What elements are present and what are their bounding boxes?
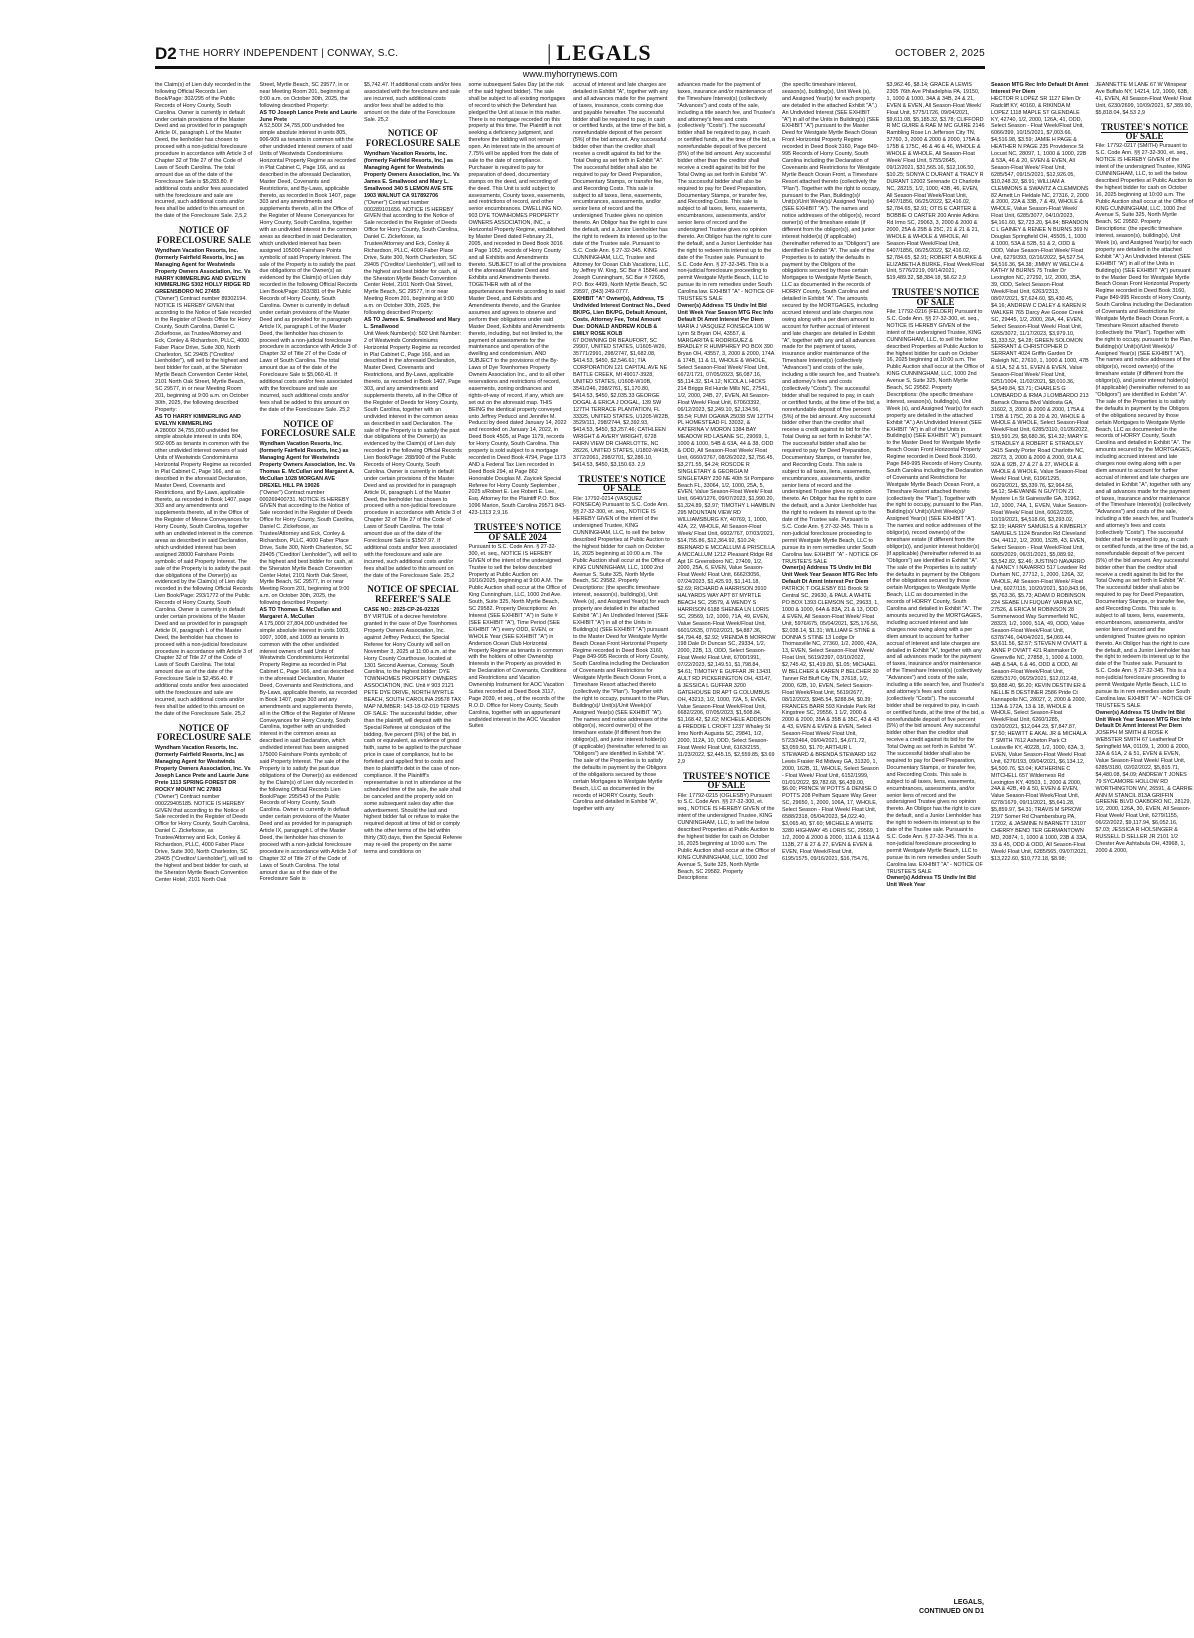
notice-parties: AS TO HARRY KIMMERLING AND EVELYN KIMMERLING — [155, 413, 241, 427]
paper-name: THE HORRY INDEPENDENT | CONWAY, S.C. — [179, 48, 399, 59]
column-6 — [678, 82, 776, 1597]
notice-body-text: File: 17792-0214 (VASQUEZ FONSECA) Pursuant to S.C. Code Ann. §§ 27-32-300, et. seq., NOTICE IS HEREBY GIVEN of the intent of the undersigned Trustee, KING CUNNINGHAM, LLC, to sell the below described Properties at Public Auction to the highest bidder for cash on October 16, 2025 beginning at 10:00 a.m. The Public Auction shall occur at the Office of KING CUNNINGHAM, LLC, 1000 2nd Avenue S, Suite 325, North Myrtle Beach, SC 29582. Property Descriptions: (the specific timeshare interest, season(s), building(s), Unit Week (s), and Assigned Year(s) for each property are detailed in the attached Exhibit "A".) An Undivided Interest (SEE EXHIBIT "A") in all of the Units in Building(s) (SEE EXHIBIT "A") pursuant to the Master Deed for Westgate Myrtle Beach Ocean Front Horizontal Property Regime recorded in Deed Book 3160, Page 849-995 Records of Horry County, South Carolina including the Declaration of Covenants and Restrictions for Westgate Myrtle Beach Ocean Front, a Timeshare Resort attached thereto (collectively the "Plan"). Together with the right to occupy, pursuant to the Plan, Building(s)/ Unit(s)/Unit Week(s)/ Assigned Year(s) (SEE EXHIBIT "A"). The names and notice addresses of the obligor(s), record owner(s) of the timeshare estate (if different from the obligor(s)), and junior interest holder(s) (if applicable) (hereinafter referred to as "Obligors") are identified in Exhibit "A". The sale of the Properties is to satisfy the defaults in payment by the Obligors of the obligations secured by those certain Mortgages to Westgate Myrtle Beach, LLC as documented in the records of HORRY County, South Carolina and detailed in Exhibit "A", together with any — [573, 495, 671, 813]
notice-body-text: accrual of interest and late charges are detailed in Exhibit "A", together with any and all advances made for the payment of taxes, insurance, costs coming due and payable hereafter. The successful bidder shall be required to pay, in cash or certified funds, at the time of the bid, a nonrefundable deposit of five percent (5%) of the bid amount. Any successful bidder other than the creditor shall receive a credit against its bid for the Total Owing as set forth in Exhibit "A". The successful bidder shall also be required to pay for Deed Preparation, Documentary Stamps, or transfer fee, and Recording Costs. This sale is subject to all taxes, liens, easements, encumbrances, assessments, and/or senior liens of record and the undersigned Trustee gives no opinion thereto. An Obligor has the right to cure the default, and a Junior Lienholder has the right to redeem its interest up to the date of the Trustee sale. Pursuant to S.C. Code Ann. § 27-32-345. KING CUNNINGHAM, LLC, Trustee and Attorney for Ocean Club Vacations, LLC, by Jeffrey W. King, SC Bar # 15846 and Joseph Cunningham, SC Bar # 72605, P.O. Box 4499, North Myrtle Beach, SC 29597, (843) 249-0777. — [573, 82, 671, 296]
notice-body-text: (the specific timeshare interest, season(s), building(s), Unit Week (s), and Assigned Year(s) for each property are detailed in the attached Exhibit "A".) An Undivided Interest (SEE EXHIBIT "A") in all of the Units in Building(s) (SEE EXHIBIT "A") pursuant to the Master Deed for Westgate Myrtle Beach Ocean Front Horizontal Property Regime recorded in Deed Book 3160, Page 849-995 Records of Horry County, South Carolina including the Declaration of Covenants and Restrictions for Westgate Myrtle Beach Ocean Front, a Timeshare Resort attached thereto (collectively the "Plan"). Together with the right to occupy, pursuant to the Plan, Building(s)/ Unit(s)/Unit Week(s)/ Assigned Year(s) (SEE EXHIBIT "A"). The names and notice addresses of the obligor(s), record owner(s) of the timeshare estate (if different from the obligor(s)), and junior interest holder(s) (if applicable) (hereinafter referred to as "Obligors") are identified in Exhibit "A". The sale of the Properties is to satisfy the defaults in payment by the Obligors of the obligations secured by those certain Mortgages to Westgate Myrtle Beach, LLC as documented in the records of HORRY County, South Carolina and detailed in Exhibit "A". The amounts secured by the MORTGAGES, including accrued interest and late charges now owing along with a per diem amount to account for further accrual of interest and late charges are detailed in Exhibit "A", together with any and all advances made for the payment of taxes, insurance and/or maintenance of the Timeshare Interest(s) (collectively "Advances") and costs of the sale, including a title search fee, and Trustee's and attorney's fees and costs (collectively "Costs"). The successful bidder shall be required to pay, in cash or certified funds, at the time of the bid, a nonrefundable deposit of five percent (5%) of the bid amount. Any successful bidder other than the creditor shall receive a credit against its bid for the Total Owing as set forth in Exhibit "A". The successful bidder shall also be required to pay for Deed Preparation, Documentary Stamps, or transfer fee, and Recording Costs. This sale is subject to all taxes, liens, easements, encumbrances, assessments, and/or senior liens of record and the undersigned Trustee gives no opinion thereto. An Obligor has the right to cure the default, and a Junior Lienholder has the right to redeem its interest up to the date of the Trustee sale. Pursuant to S.C. Code Ann. § 27-32-345. This is a non-judicial foreclosure proceeding to permit Westgate Myrtle Beach, LLC to pursue its in rem remedies under South Carolina law. EXHIBIT "A" - NOTICE OF TRUSTEE'S SALE — [782, 82, 881, 565]
notice-body-text: ("Owner") Contract number 000269400731. NOTICE IS HEREBY GIVEN that according to the Notice of Sale recorded in the Register of Deeds Office for Horry County, South Carolina, Daniel C. Zickefoose, as Trustee/Attorney and Eck, Conley & Richardson, PLLC, 4000 Faber Place Drive, Suite 300, North Charleston, SC 29405 ("Creditor/ Lienholder"), will sell to the highest and best bidder for cash, at the Sheraton Myrtle Beach Convention Center Hotel, 2101 North Oak Street, Myrtle Beach, SC 29577, in or near Meeting Room 201, beginning at 9:00 a.m. on October 30th, 2025, the following described Property: — [259, 489, 357, 607]
notice-parties: AS TO James E. Smallwood and Mary L. Smallwood — [364, 317, 461, 330]
notice-parties: Owner(s) Address TS Undiv Int Bld Unit Week Year Season MTG Rec Info Default Dt Amnt Interest Per Diem — [1095, 709, 1192, 730]
section-title — [547, 40, 652, 66]
column-10 — [1096, 82, 1194, 1597]
footer-continued: CONTINUED ON D1 — [919, 1608, 984, 1615]
notice-parties: Wyndham Vacation Resorts, Inc. (formerly Fairfield Resorts, Inc.) as Managing Agent for Westwinds Property Owners Association, Inc. Vs HARRY KIMMERLING AND EVELYN KIMMERLING 5302 HOLLY RIDGE RD GREENSBORO NC 27455 — [155, 247, 251, 296]
notice-body-text: PATRICK T OGLESBY 811 Brook St Central SC, 29630, & PAUL A WHITE PO BOX 1393 CLEMSON SC, 29633, 1, 1000 & 1000, 64A & 83A, 21 & 13, ODD & EVEN, All Season-Float Week/ Float Unit, 5976/675, 05/04/2021, $25,176.56, $2,038.14, $1.31; WILLIAM E STINE & DONNA S STINE 13 Lodge Dr Thomasville NC, 27360, 1/2, 2000, 42A, 13, EVEN, Select Season-Float Week/ Float Unit, 5619/2397, 03/10/2022, $2,745.42, $1,419.80, $1.05; MICHAEL W BELCHER & KAREN P BELCHER 30 Tanner Rd Bluff City TN, 37618, 1/2, 2000, 62B, 10, EVEN, Select Season-Float Week/Float Unit, 5619/2677, 08/12/2023, $945.54, $288.84, $0.39; FRANCES BARR 593 Kindale Park Rd Kingstree SC, 29556, 1 1/2, 2000 & 2000 & 2000, 35A & 35B & 35C, 43 & 43 & 43, EVEN & EVEN & EVEN, Select Season-Float Week/ Float Unit, 5723/2464, 09/04/2021, $4,671.72, $3,059.50, $1.70; ARTHUR L STEWARD & BRENDA STEWARD 162 Lewis Frasier Rd Midway GA, 31320, 1, 2000, 162B, 11, WHOLE, Select Season - Float Week/ Float Unit, 6152/1999, 01/01/2022, $9,782.68, $6,439.00, $6.00; PRINCE W POTTS & DENISE D POTTS 208 Pelham Square Way Greer SC, 29650, 1, 2000, 106A, 17, WHOLE, Select Season - Float Week/ Float Unit, 6588/2318, 05/04/2023, $4,022.40, $3,065.40, $7.60; MICHELE A WHITE 3280 HIGHWAY 45 LORIS SC, 29569, 1 1/2, 2000 & 2000 & 2000, 111A & 113A & 113B, 27 & 27 & 27, EVEN & EVEN & EVEN, Float Week/Float Unit, 6195/1575, 09/16/2021, $16,754.76, — [782, 586, 880, 862]
notice-parties: Wyndham Vacation Resorts, Inc. (formerly Fairfield Resorts, Inc.) as Managing Agent for Westwinds Property Owners Association, Inc. Vs James E. Smallwood and Mary L. Smallwood 340 S LEMON AVE STE 1903 WALNUT CA 917892706 — [364, 151, 460, 199]
continued-footer — [870, 1598, 984, 1616]
notice-body-text: advances made for the payment of taxes, insurance and/or maintenance of the Timeshare Interest(s) (collectively "Advances") and costs of the sale, including a title search fee, and Trustee's and attorney's fees and costs (collectively "Costs"). The successful bidder shall be required to pay, in cash or certified funds, at the time of the bid, a nonrefundable deposit of five percent (5%) of the bid amount. Any successful bidder other than the creditor shall receive a credit against its bid for the Total Owing as set forth in Exhibit "A". The successful bidder shall also be required to pay for Deed Preparation, Documentary Stamps, or transfer fee, and Recording Costs. This sale is subject to all taxes, liens, easements, encumbrances, assessments, and/or senior liens of record and the undersigned Trustee gives no opinion thereto. An Obligor has the right to cure the default, and a Junior Lienholder has the right to redeem its interest up to the date of the Trustee sale. Pursuant to S.C. Code Ann. § 27-32-345. This is a non-judicial foreclosure proceeding to permit Westgate Myrtle Beach, LLC to pursue its in rem remedies under South Carolina law. EXHIBIT "A" - NOTICE OF TRUSTEE'S SALE — [677, 82, 776, 303]
trustee-notice-heading-text: TRUSTEE'S NOTICE OF SALE — [578, 473, 666, 494]
page-number: D2 — [155, 44, 177, 63]
notice-body-text: JEANNETTE M LANE 67 W Winspear Ave Buffalo NY, 14214, 1/2, 1000, 63B, 41, EVEN, All Season-Float Week/ Float Unit, 6230/2699, 10/09/2021, $7,389.90, $5,818.04, $4.53 2,9 — [1095, 82, 1193, 116]
trustee-notice-heading — [678, 772, 776, 791]
trustee-notice-heading-text: TRUSTEE'S NOTICE OF SALE 2024 — [473, 522, 562, 542]
trustee-notice-heading-text: TRUSTEE'S NOTICE OF SALE — [1100, 121, 1189, 141]
trustee-notice-heading — [1096, 123, 1194, 142]
notice-body-text: ("Owner") Contract number 000289101656. NOTICE IS HEREBY GIVEN that according to the Notice of Sale recorded in the Register of Deeds Office for Horry County, South Carolina, Daniel C. Zickefoose, as Trustee/Attorney and Eck, Conley & Richardson, PLLC, 4000 Faber Place Drive, Suite 300, North Charleston, SC 29405 ("Creditor/ Lienholder"), will sell to the highest and best bidder for cash, at the Sheraton Myrtle Beach Convention Center Hotel, 2101 North Oak Street, Myrtle Beach, SC 29577, in or near Meeting Room 201, beginning at 9:00 a.m. on October 30th, 2025, the following described Property: — [364, 199, 462, 317]
website-url[interactable]: www.myhorrynews.com — [522, 69, 618, 79]
column-4 — [469, 82, 567, 1597]
notice-parties: Wyndham Vacation Resorts, Inc. (formerly Fairfield Resorts, Inc.) as Managing Agent for Westwinds Property Owners Association, Inc. Vs Joseph Lance Prete and Laurie June Prete 1113 SPRING FOREST DR ROCKY MOUNT NC 27803 — [155, 745, 251, 793]
trustee-notice-heading — [887, 288, 985, 307]
notice-body-text: ("Owner") Contract number 000229405185. NOTICE IS HEREBY GIVEN that according to the Notice of Sale recorded in the Register of Deeds Office for Horry County, South Carolina, Daniel C. Zickefoose, as Trustee/Attorney and Eck, Conley & Richardson, PLLC, 4000 Faber Place Drive, Suite 300, North Charleston, SC 29405 ("Creditor/ Lienholder"), will sell to the highest and best bidder for cash, at the Sheraton Myrtle Beach Convention Center Hotel, 2101 North Oak — [155, 793, 253, 883]
notice-body-text: File: 17792-0216 (FELDER) Pursuant to S.C. Code Ann. §§ 27-32-300, et. seq., NOTICE IS HEREBY GIVEN of the intent of the undersigned Trustee, KING CUNNINGHAM, LLC, to sell the below described Properties at Public Auction to the highest bidder for cash on October 16, 2025 beginning at 10:00 a.m. The Public Auction shall occur at the Office of KING CUNNINGHAM, LLC, 1000 2nd Avenue S, Suite 325, North Myrtle Beach, SC 29582. Property Descriptions: (the specific timeshare interest, season(s), building(s), Unit Week (s), and Assigned Year(s) for each property are detailed in the attached Exhibit "A".) An Undivided Interest (SEE EXHIBIT "A") in all of the Units in Building(s) (SEE EXHIBIT "A") pursuant to the Master Deed for Westgate Myrtle Beach Ocean Front Horizontal Property Regime recorded in Deed Book 3160, Page 849-995 Records of Horry County, South Carolina including the Declaration of Covenants and Restrictions for Westgate Myrtle Beach Ocean Front, a Timeshare Resort attached thereto (collectively the "Plan"). Together with the right to occupy, pursuant to the Plan, Building(s)/ Unit(s)/Unit Week(s)/ Assigned Year(s) (SEE EXHIBIT "A"). The names and notice addresses of the obligor(s), record owner(s) of the timeshare estate (if different from the obligor(s)), and junior interest holder(s) (if applicable) (hereinafter referred to as "Obligors") are identified in Exhibit "A". The sale of the Properties is to satisfy the defaults in payment by the Obligors of the obligations secured by those certain Mortgages to Westgate Myrtle Beach, LLC as documented in the records of HORRY County, South Carolina and detailed in Exhibit "A". The amounts secured by the MORTGAGES, including accrued interest and late charges now owing along with a per diem amount to account for further accrual of interest and late charges are detailed in Exhibit "A", together with any and all advances made for the payment of taxes, insurance and/or maintenance of the Timeshare Interest(s) (collectively "Advances") and costs of the sale, including a title search fee, and Trustee's and attorney's fees and costs (collectively "Costs"). The successful bidder shall be required to pay, in cash or certified funds, at the time of the bid, a nonrefundable deposit of five percent (5%) of the bid amount. Any successful bidder other than the creditor shall receive a credit against its bid for the Total Owing as set forth in Exhibit "A". The successful bidder shall also be required to pay for Deed Preparation, Documentary Stamps, or transfer fee, and Recording Costs. This sale is subject to all taxes, liens, easements, encumbrances, assessments, and/or senior liens of record and the undersigned Trustee gives no opinion thereto. An Obligor has the right to cure the default, and a Junior Lienholder has the right to redeem its interest up to the date of the Trustee sale. Pursuant to S.C. Code Ann. § 27-32-345. This is a non-judicial foreclosure proceeding to permit Westgate Myrtle Beach, LLC to pursue its in rem remedies under South Carolina law. EXHIBIT "A" - NOTICE OF TRUSTEE'S SALE — [886, 309, 985, 875]
notice-body-text: 67 DOWNING DR BEAUFORT, SC 29907, UNITED STATES, U1605-W26, 35771/2991, 298/2747, $1,682.08, $414.53, $450, $2,546.61; TIA CORPORATION 121 CAPITAL AVE NE BATTLE CREEK, MI 49017-3928, UNITED STATES, U1608-W10B, 3541/246, 298/2761, $1,170.80, $414.53, $450, $2,035.33 GEORGE DOGAL & ERICA J DOGAL, 139 SW 127TH TERRACE PLANTATION, FL 33325, UNITED STATES, U1205-W22B, 3529/111, 298/2744, $2,392.93, $414.53, $450, $3,257.46; CATHLEEN WRIGHT & AVERY WRIGHT, 6728 FAIRN VIEW DR CHARLOTTE, NC 28226, UNITED STATES, U1802-W41B, 3772/2061, 298/2701, $2,286.10, $414.53, $450, $3,150.63. 2,9 — [573, 337, 670, 468]
trustee-notice-heading — [469, 523, 567, 542]
column-1 — [155, 82, 253, 1597]
issue-date: OCTOBER 2, 2025 — [895, 48, 985, 59]
column-8 — [887, 82, 985, 1597]
notice-body-text: MARIA J VASQUEZ FONSECA 106 W Lynn St Bryan OH, 43557, & MARGARITA E RODRIGUEZ & BRADLEY R HUMPHREY PO BOX 390 Bryan OH, 43557, 3, 2000 & 2000, 174A & 174B, 11 & 11, WHOLE & WHOLE, Select Season-Float Week/ Float Unit, 6672/1721, 07/05/2023, $6,087.16, $5,114.32, $14.12; NICOLA L HICKS 214 Briggs Rd Hurde Mills NC, 27541, 1/2, 2000, 24B, 27, EVEN, All Season-Float Week/ Float Unit, 6706/3392, 06/12/2023, $2,249.10, $2,134.56, $5.54; FUMI OGAWA 25038 SW 127TH PL HOMESTEAD FL 33032, & KATERINA V MORON 1384 BAY MEADOW RD LASANE SC, 29069, 1, 1000 & 1000, 54B & 63A, 44 & 38, ODD & ODD, All Season-Float Week/ Float Unit, 6660/2767, 08/26/2022, $2,756.45, $3,271.55, $4.24; ROSCOE R SINGLETARY & GEORGIA M SINGLETARY 230 NE 40th St Pompano Beach FL, 33064, 1/2, 1000, 25A, 5, EVEN, Value Season-Float Week/ Float Unit, 6640/1276, 09/07/2023, $1,990.20, $1,324.89, $3.97; TIMOTHY L HAMBLIN 295 MOUNTAIN VIEW RD WILLIAMSBURG KY, 40769, 1, 1000, 42A, 22, WHOLE, All Season-Float Week/ Float Unit, 6602/767, 07/03/2021, $14,755.86, $12,364.92, $10.24; BERNARD E MCCALLUM & PRISCILLA A MCCALLUM 1212 Pleasant Ridge Rd Apt 1F Greensboro NC, 27409, 1/2, 2000, 25A, 6, EVEN, Value Season-Float Week/ Float Unit, 6662/3056, 07/24/2023, $1,425.93, $1,141.18, $2.69; RICHARD A HARRISON 3910 HALYARDS WAY APT 87 MYRTLE BEACH SC, 29579, & WENDY S HARRISON 6188 SHENEA LN LORIS SC, 29569, 1/2, 1000, 71A, 49, EVEN, Value Season-Float Week/Float Unit, 6601/2635, 07/02/2021, $4,887.36, $4,794.48, $2.92; VRENDA B MORROW 198 Dale Dr Duncan SC, 29334, 1/2, 2000, 22B, 13, ODD, Select Season-Float Week/ Float Unit, 6700/1991, 07/22/2023, $2,149.51, $1,798.84, $4.61; TIMOTHY E GUFFAR JR 13431 AULT RD PICKERINGTON OH, 43147, & JESSICA L GUFFAR 3200 GATEHOUSE DR APT G COLUMBUS OH, 43213, 1/2, 1000, 72A, 5, EVEN, Value Season-Float Week/Float Unit, 6682/2206, 07/05/2023, $1,508.84, $1,168.42, $2.62; MICHELE ADDISON & FREDDIE L CROFT 1237 Whaley St Irmo North Augusta SC, 29841, 1/2, 2000, 112A, 10, ODD, Select Season-Float Week/ Float Unit, 6163/2155, 11/23/2022, $2,445.15, $2,559.85, $3.69 2,9 — [677, 323, 776, 765]
column-5 — [573, 82, 671, 1597]
notice-body-text: $3,962.46, $8.14; GRACE A LEWIS 2305 76th Ave Philadelphia PA, 19150, 1, 1000 & 1000, 34A & 34B, 24 & 21, EVEN & EVEN, All Season-Float Week/ Float Unit, 5775/1726, 09/04/2021, $9,611.08, $5,185.32, $3.78; CLIFFORD R MC GUIRE & RAE M MC GUIRE 2146 Rambling Rose Ln Jefferson City TN, 37760, 3, 2000 & 2000 & 2000, 175A & 175B & 175C, 46 & 46 & 46, WHOLE & WHOLE & WHOLE, All Season-Float Week/ Float Unit, 5755/2645, 09/12/2021, $31,565.16, $12,106.50, $10.25; SONYA C DURANT & TRACY R DURANT 12002 Serenade Ct Charlotte NC, 28215, 1/2, 1000, 43B, 46, EVEN, All Season-Float Week/Float Unit, 6407/1856, 06/25/2022, $2,416.02, $2,784.65, $2.91; OTIS E CARTER & BOBBIE O CARTER 200 Annie Adkins Rd Irmo SC, 29063, 3, 2000 & 2000 & 2000, 25A & 25B & 25C, 21 & 21 & 21, WHOLE & WHOLE & WHOLE, All Season-Float Week/Float Unit, 6407/1856, 06/25/2022, $2,416.02, $2,784.65, $2.91; ROBERT A BURKE & ELIZABETH A BURKE, Float Week/Float Unit, 5776/2219, 09/14/2021, $19,489.32, $8,384.18, $6.62 2,9 — [886, 82, 985, 282]
notice-body-text: A 52,500/ 34,755,000 undivided fee simple absolute interest in units 805, 906-909 as tenants in common with the other undivided interest owners of said Units of Westwinds Condominiums Horizontal Property Regime as recorded in Plat Cabinet C, Page 166, and as described in the aforesaid Declaration, Master Deed, Covenants and Restrictions, and By-Laws, applicable thereto, as recorded in Book 1407, page 303 and any amendments and supplements thereto, all in the Office of the Register of Mesne Conveyances for Horry County, South Carolina, together with an undivided interest in the common areas as described in said Declaration, which undivided interest has been assigned 105000 Fairshare Points symbolic of said Property Interest. The sale of the Property is to satisfy the past due obligations of the Owner(s) as evidenced by the Claim(s) of Lien duly recorded in the following Official Records Lien Book/Page: 263/381 of the Public Records of Horry County, South Carolina. Owner is currently in default under certain provisions of the Master Deed and as provided for in paragraph Article IX, paragraph L of the Master Deed, the lienholder has chosen to proceed with a non-judicial foreclosure procedure in accordance with Article 3 of Chapter 32 of Title 27 of the Code of Laws of South Carolina. The total amount due as of the date of the Foreclosure Sale is $5,060.41. If additional costs and/or fees associated with the foreclosure and sale are incurred, such additional costs and/or fees shall be added to this amount on the date of the Foreclosure Sale. 25,2 — [259, 123, 358, 413]
column-3 — [364, 82, 462, 1597]
notice-parties: EXHIBIT "A" Owner(s), Address, TS Undivided Interest Contract No., Deed BK/PG, Lien BK/PG, Default Amount, Costs, Attorney Fee, Total Amount Due: DONALD ANDREW KOLB & EMILY ROSE KOLB — [573, 296, 671, 337]
trustee-notice-heading-text: TRUSTEE'S NOTICE OF SALE — [682, 770, 771, 791]
section-label: LEGALS — [556, 40, 652, 65]
notice-parties: Owner(s) Address TS Undiv Int Bld Unit Week Year Season MTG Rec Info Default Dt Amnt Interest Per Diem — [677, 303, 774, 323]
notice-parties: Owner(s) Address TS Undiv Int Bld Unit Week Year — [886, 875, 976, 889]
notice-body-text: the Claim(s) of Lien duly recorded in the following Official Records Lien Book/Page: 302/295 of the Public Records of Horry County, South Carolina. Owner is currently in default under certain provisions of the Master Deed and as provided for in paragraph Article IX, paragraph L of the Master Deed, the lienholder has chosen to proceed with a non-judicial foreclosure procedure in accordance with Article 3 of Chapter 32 of Title 27 of the Code of Laws of South Carolina. The total amount due as of the date of the Foreclosure Sale is $5,283.80. If additional costs and/or fees associated with the foreclosure and sale are incurred, such additional costs and/or fees shall be added to this amount on the date of the Foreclosure Sale. 2,5,2 — [155, 82, 253, 220]
notice-parties: Wyndham Vacation Resorts, Inc. (formerly Fairfield Resorts, Inc.) as Managing Agent for Westwinds Property Owners Association, Inc. Vs Thomas E. McCullan and Margaret A. McCullan 1028 MORGAN AVE DREXEL HILL PA 19026 — [259, 441, 356, 489]
notice-body-text: BY VIRTUE of a decree heretofore granted in the case of Dye Townhomes Property Owners Association, Inc. against Jeffrey Peducci, the Special Referee for Horry County will sell on November 3, 2025 at 11:00 a.m. at the Horry County Courthouse, located at 1301 Second Avenue, Conway, South Carolina, to the highest bidder: DYE TOWNHOMES PROPERTY OWNERS ASSOCIATION, INC. Unit # 903 2121 PETE DYE DRIVE, NORTH MYRTLE BEACH, SOUTH CAROLINA 29578 TAX MAP NUMBER: 143-18-02-019 TERMS OF SALE: The successful bidder, other than the plaintiff, will deposit with the Special Referee at conclusion of the bidding, five percent (5%) of the bid, in cash or equivalent, as evidence of good faith, same to be applied to the purchase price in case of compliance, but to be forfeited and applied first to costs and then to plaintiff's debt in the case of non-compliance. If the Plaintiff's representative is not in attendance at the scheduled time of the sale, the sale shall be canceled and the property sold on some subsequent sales day after due advertisement. Should the last and highest bidder fail or refuse to make the required deposit at time of bid or comply with the other terms of the bid within thirty (30) days, then the Special Referee may re-sell the property on the same terms and conditions on — [364, 614, 462, 855]
notice-body-text: A 28000/ 34,755,000 undivided fee simple absolute interest in units 804, 902-905 as tenants in common with the other undivided interest owners of said Units of Westwinds Condominiums Horizontal Property Regime as recorded in Plat Cabinet C, Page 166, and as described in the aforesaid Declaration, Master Deed, Covenants and Restrictions, and By-Laws, applicable thereto, as recorded in Book 1407, page 303 and any amendments and supplements thereto, all in the Office of the Register of Mesne Conveyances for Horry County, South Carolina, together with an undivided interest in the common areas as described in said Declaration, which undivided interest has been assigned 28000 Fairshare Points symbolic of said Property Interest. The sale of the Property is to satisfy the past due obligations of the Owner(s) as evidenced by the Claim(s) of Lien duly recorded in the following Official Records Lien Book/Page: 293/1772 of the Public Records of Horry County, South Carolina. Owner is currently in default under certain provisions of the Master Deed and as provided for in paragraph Article IX, paragraph L of the Master Deed, the lienholder has chosen to proceed with a non-judicial foreclosure procedure in accordance with Article 3 of Chapter 32 of Title 27 of the Code of Laws of South Carolina. The total amount due as of the date of the Foreclosure Sale is $2,456.40. If additional costs and/or fees associated with the foreclosure and sale are incurred, such additional costs and/or fees shall be added to this amount on the date of the Foreclosure Sale. 25,2 — [155, 427, 253, 717]
notice-heading: NOTICE OF FORECLOSURE SALE — [261, 418, 356, 438]
trustee-notice-heading-text: TRUSTEE'S NOTICE OF SALE — [891, 287, 980, 307]
notice-body-text: $5,742.47. If additional costs and/or fees associated with the foreclosure and sale are incurred, such additional costs and/or fees shall be added to this amount on the date of the Foreclosure Sale. 25,2 — [364, 82, 462, 123]
notice-body-text: some subsequent Sales Day (at the risk of the said highest bidder). The sale shall be subject to all existing mortgages of record to which the Defendant has pledged the Unit at issue in this matter. There is no mortgage recorded on this property at this time. The Plaintiff is not seeking a deficiency judgment, and therefore the bidding will not remain open. An interest rate in the amount of 7.75% will be applied from the date of sale to the date of compliance. Purchaser is required to pay for preparation of deed, documentary stamps on the deed, and recording of the deed. This Unit is sold subject to assessments, County taxes, easements, and restrictions of record, and other senior encumbrances. DWELLING NO. 903 DYE TOWNHOMES PROPERTY OWNERS ASSOCIATION, INC., a Horizontal Property Regime, established by Master Deed dated February 21, 2005, and recorded in Deed Book 3016 at Page 1052, records of Horry County and all Exhibits and Amendments thereto. SUBJECT to all of the provisions of the aforesaid Master Deed and Exhibits and Amendments thereto. TOGETHER with all of the appurtenances thereto according to said Master Deed, and Exhibits and Amendments thereto, and the Grantee assumes and agrees to observe and perform their obligations under said Master Deed, Exhibits and Amendments thereto, including, but not limited to, the payment of assessments for the maintenance and operation of the dwelling and condominium. AND SUBJECT to the provisions of the By-Laws of Dye Townhomes Property Owners Association Inc., and to all other reservations and restrictions of record, easements, zoning ordinances and rights-of-way of record, if any, which are set out on the aforesaid map. THIS BEING the identical property conveyed unto Jeffrey Peducci and Jennifer M. Peducci by deed dated January 14, 2022 and recorded on January 14, 2022, in Deed Book 4505, at Page 1179, records for Horry County, South Carolina. This property is sold subject to a mortgage recorded in Deed Book 4794, Page 1173 AND a Federal Tax Lien recorded in Deed Book 294, at Page 862 — [468, 82, 567, 475]
notice-parties: CASE NO.: 2025-CP-26-02326 — [364, 607, 440, 614]
notice-heading: NOTICE OF FORECLOSURE SALE — [156, 722, 252, 742]
notice-parties: AS TO Joseph Lance Prete and Laurie June Prete — [259, 109, 358, 123]
notice-body-text: Unit Week Number(s): 502 Unit Number: 2 of Westwinds Condominiums Horizontal Property Regime as recorded in Plat Cabinet C, Page 166, and as described in the aforesaid Declaration, Master Deed, Covenants and Restrictions, and By-Laws, applicable thereto, as recorded in Book 1407, Page 303, and any amendments and supplements thereto, all in the Office of the Register of Deeds for Horry County, South Carolina, together with an undivided interest in the common areas as described in said Declaration. The sale of the Property is to satisfy the past due obligations of the Owner(s) as evidenced by the Claim(s) of Lien duly recorded in the following Official Records Lien Book/Page: 288/900 of the Public Records of Horry County, South Carolina. Owner is currently in default under certain provisions of the Master Deed and as provided for in paragraph Article IX, paragraph L of the Master Deed, the lienholder has chosen to proceed with a non-judicial foreclosure procedure in accordance with Article 3 of Chapter 32 of Title 27 of the Code of Laws of South Carolina. The total amount due as of the date of the Foreclosure Sale is $1507.97. If additional costs and/or fees associated with the foreclosure and sale are incurred, such additional costs and/or fees shall be added to this amount on the date of the Foreclosure Sale. 25,2 — [364, 330, 462, 579]
column-2 — [260, 82, 358, 1597]
notice-parties: Season MTG Rec Info Default Dt Amnt Interest Per Diem — [991, 82, 1089, 95]
notice-body-text: ("Owner") Contract number 89302194. NOTICE IS HEREBY GIVEN that according to the Notice of Sale recorded in the Register of Deeds Office for Horry County, South Carolina, Daniel C. Zickefoose, as Trustee/Attorney and Eck, Conley & Richardson, PLLC, 4000 Faber Place Drive, Suite 300, North Charleston, SC 29405 ("Creditor/ Lienholder"), will sell to the highest and best bidder for cash, at the Sheraton Myrtle Beach Convention Center Hotel, 2101 North Oak Street, Myrtle Beach, SC 29577, in or near Meeting Room 201, beginning at 9:00 a.m. on October 30th, 2025, the following described Property: — [155, 296, 252, 413]
notice-body-text: A 175,000/ 27,804,000 undivided fee simple absolute interest in units 1003, 1007, 1008, and 1009 as tenants in common with the other undivided interest owners of said Units of Westwinds Condominiums Horizontal Property Regime as recorded in Plat Cabinet C, Page 166, and as described in the aforesaid Declaration, Master Deed, Covenants and Restrictions, and By-Laws, applicable thereto, as recorded in Book 1407, page 303 and any amendments and supplements thereto, all in the Office of the Register of Mesne Conveyances for Horry County, South Carolina, together with an undivided interest in the common areas as described in said Declaration, which undivided interest has been assigned 175000 Fairshare Points symbolic of said Property Interest. The sale of the Property is to satisfy the past due obligations of the Owner(s) as evidenced by the Claim(s) of Lien duly recorded in the following Official Records Lien Book/Page: 295/543 of the Public Records of Horry County, South Carolina. Owner is currently in default under certain provisions of the Master Deed and as provided for in paragraph Article IX, paragraph L of the Master Deed, the lienholder has chosen to proceed with a non-judicial foreclosure procedure in accordance with Article 3 of Chapter 32 of Title 27 of the Code of Laws of South Carolina. The total amount due as of the date of the Foreclosure Sale is — [259, 620, 358, 883]
column-9 — [991, 82, 1089, 1597]
footer-label: LEGALS, — [953, 1599, 984, 1606]
legal-notices-columns — [155, 82, 1194, 1597]
notice-heading: NOTICE OF FORECLOSURE SALE — [156, 225, 252, 245]
notice-parties: AS TO Thomas E. McCullan and Margaret A. McCullan — [259, 607, 342, 620]
notice-body-text: JOSEPH M SMITH & ROSE K WEBSTER SMITH 67 Leatherleaf Dr Springfield MA, 01109, 1, 2000 & 2000, 32A & 61A, 2 & 51, EVEN & EVEN, Value Season-Float Week/ Float Unit, 6285/3180, 02/02/2022, $5,815.71, $4,480.08, $4.09; ANDREW T JONES 79 SYCAMORE HOLLOW RD WORTHINGTON WV, 26591, & CARRIE ANN M STANCIL 813A GRIFFIN GREENE BLVD OAKBORO NC, 28129, 1/2, 2000, 126A, 30, EVEN, All Season-Float Week/ Float Unit, 6279/1155, 06/22/2022, $9,117.94, $6,052.16, $7.03; JESSICA R HOLSINGER & RUSSELL D SELLER JR 2101 1/2 Chester Ave Ashtabula OH, 43968, 1, 2000 & 2000, — [1095, 730, 1193, 854]
notice-heading: NOTICE OF SPECIAL REFEREE'S SALE — [367, 584, 459, 604]
notice-heading: NOTICE OF FORECLOSURE SALE — [365, 128, 461, 148]
notice-body-text: File: 17792-0217 (SMITH) Pursuant to S.C. Code Ann. §§ 27-32-300, et. seq., NOTICE IS HEREBY GIVEN of the intent of the undersigned Trustee, KING CUNNINGHAM, LLC, to sell the below described Properties at Public Auction to the highest bidder for cash on October 16, 2025 beginning at 10:00 a.m. The Public Auction shall occur at the Office of KING CUNNINGHAM, LLC, 1000 2nd Avenue S, Suite 325, North Myrtle Beach, SC 29582. Property Descriptions: (the specific timeshare interest, season(s), building(s), Unit Week (s), and Assigned Year(s) for each property are detailed in the attached Exhibit "A".) An Undivided Interest (SEE EXHIBIT "A") in all of the Units in Building(s) (SEE EXHIBIT "A") pursuant to the Master Deed for Westgate Myrtle Beach Ocean Front Horizontal Property Regime recorded in Deed Book 3160, Page 849-995 Records of Horry County, South Carolina including the Declaration of Covenants and Restrictions for Westgate Myrtle Beach Ocean Front, a Timeshare Resort attached thereto (collectively the "Plan"). Together with the right to occupy, pursuant to the Plan, Building(s)/ Unit(s)/Unit Week(s)/ Assigned Year(s) (SEE EXHIBIT "A"). The names and notice addresses of the obligor(s), record owner(s) of the timeshare estate (if different from the obligor(s)), and junior interest holder(s) (if applicable) (hereinafter referred to as "Obligors") are identified in Exhibit "A". The sale of the Properties is to satisfy the defaults in payment by the Obligors of the obligations secured by those certain Mortgages to Westgate Myrtle Beach, LLC as documented in the records of HORRY County, South Carolina and detailed in Exhibit "A". The amounts secured by the MORTGAGES, including accrued interest and late charges now owing along with a per diem amount to account for further accrual of interest and late charges are detailed in Exhibit "A", together with any and all advances made for the payment of taxes, insurance and/or maintenance of the Timeshare Interest(s) (collectively "Advances") and costs of the sale, including a title search fee, and Trustee's and attorney's fees and costs (collectively "Costs"). The successful bidder shall be required to pay, in cash or certified funds, at the time of the bid, a nonrefundable deposit of five percent (5%) of the bid amount. Any successful bidder other than the creditor shall receive a credit against its bid for the Total Owing as set forth in Exhibit "A". The successful bidder shall also be required to pay for Deed Preparation, Documentary Stamps, or transfer fee, and Recording Costs. This sale is subject to all taxes, liens, easements, encumbrances, assessments, and/or senior liens of record and the undersigned Trustee gives no opinion thereto. An Obligor has the right to cure the default, and a Junior Lienholder has the right to redeem its interest up to the date of the Trustee sale. Pursuant to S.C. Code Ann. § 27-32-345. This is a non-judicial foreclosure proceeding to permit Westgate Myrtle Beach, LLC to pursue its in rem remedies under South Carolina law. EXHIBIT "A" - NOTICE OF TRUSTEE'S SALE — [1095, 143, 1194, 709]
trustee-notice-heading — [573, 475, 671, 494]
notice-parties: Owner(s) Address TS Undiv Int Bld Unit Week Year Season MTG Rec Info Default Dt Amnt Interest Per Diem — [782, 565, 878, 586]
notice-body-text: Honorable Douglas M. Zayicek Special Referee for Horry County September , 2025 s/Robert E. Lee Robert E. Lee, Esq. Attorney for the Plaintiff P.O. Box 1096 Marion, South Carolina 29571 843-423-1313 2,9,16 — [468, 475, 566, 517]
column-7 — [782, 82, 880, 1597]
masthead — [155, 40, 985, 69]
section-divider: | — [547, 40, 553, 65]
notice-body-text: Street, Myrtle Beach, SC 29577, in or near Meeting Room 201, beginning at 9:00 a.m. on October 30th, 2025, the following described Property: — [259, 82, 350, 109]
notice-body-text: File: 17792-0215 (OGLESBY) Pursuant to S.C. Code Ann. §§ 27-32-300, et. seq., NOTICE IS HEREBY GIVEN of the intent of the undersigned Trustee, KING CUNNINGHAM, LLC, to sell the below described Properties at Public Auction to the highest bidder for cash on October 16, 2025 beginning at 10:00 a.m. The Public Auction shall occur at the Office of KING CUNNINGHAM, LLC, 1000 2nd Avenue S, Suite 325, North Myrtle Beach, SC 29582. Property Descriptions: — [677, 792, 776, 882]
notice-body-text: HECTOR R LOPEZ SR 1127 Ellen Dr Radcliff KY, 40160, & RIKINDA M LOPEZ 1118 MAPLE ST GLENDALE KY, 42740, 1/2, 2000, 126A, 41, ODD, Select Season - Float Week/Float Unit, 6066/399, 10/15/2021, $7,003.66, $4,516.98, $3.59; JAMIE H PAGE & HEATHER N PAGE 235 Providence St Locust NC, 28097, 1, 1000 & 1000, 22B & 53A, 46 & 20, EVEN & EVEN, All Season-Float Week/ Float Unit, 6285/547, 09/15/2021, $12,926.05, $10,248.32, $8.91; WILLIAM A CLEMMONS & SWANTZ A CLEMMONS 82 Arnett Ln Fieldale NC, 27316, 2, 2000 & 2000, 22A & 33B, 7 & 49, WHOLE & WHOLE, Value Season-Float Week/ Float Unit, 6285/3077, 04/10/2023, $4,161.60, $2,723.20, $4.84; BRANDON C L GAINEY & RENEE N BURNS 369 N Douglas Springfield OH, 45505, 1, 1000 & 1000, 53A & 52B, 51 & 2, ODD & ODD, Value Season-Float Week/ Float Unit, 6279/393, 02/16/2022, $4,527.54, $4,516.36, $4.38; JIMMY W WELCH & KATHY M BURNS 75 Trailer Dr Lexington NC, 27292, 1/2, 2000, 35A, 39, ODD, Select Season-Float Week/Float Unit, 6263/2313, 08/07/2021, $7,624.60, $5,430.45, $4.16; ANDREW C DALEY & KAREN R WALKER 765 Darcy Ave Goose Creek SC, 29445, 1/2, 2000, 26A, 44, EVEN, Select Season-Float Week/ Float Unit, 6265/3072, 11/17/2023, $3,979.10, $1,333.52, $4.28; GREEN SOLOMON SERRANT & CHRISTOPHER D SERRANT 4024 Griffin Garden Dr Raleigh NC, 27610, 1, 1000 & 1000, 47B & 51A, 52 & 51, EVEN & EVEN, Value Season-Float Week/ Float Unit, 6251/1004, 11/02/2021, $8,010.36, $4,549.84, $3.71; CHARLES G LOMBARDO & IRMA J LOMBARDO 213 Barrack Obama Blvd Valdosta GA, 31602, 3, 2000 & 2000 & 2000, 175A & 175B & 175C, 20 & 20 & 20, WHOLE & WHOLE & WHOLE, Select Season-Float Week/Float Unit, 6285/3110, 01/26/2022, $19,591.29, $8,680.36, $14.32; MARY E STRADLEY & ROBERT E STRADLEY 2415 Sandy Porter Road Charlotte NC, 28273, 3, 2000 & 2000 & 2000, 91A & 92A & 92B, 27 & 27 & 27, WHOLE & WHOLE & WHOLE, Value Season-Float Week/ Float Unit, 6196/1295, 06/29/2021, $5,339.76, $2,964.56, $4.12; SHEVANNE N GUYTON 21 Mystere Ln St Gainesville GA, 31962, 1/2, 1000, 74A, 1, EVEN, Value Season-Float Week/ Float Unit, 6062/2395, 10/19/2021, $4,518.66, $3,293.02, $2.19; HARRY SAMUELS & KIMBERLY SAMUELS 1124 Brandon Rd Cleveland OH, 44112, 1/2, 2000, 152B, 43, EVEN, Select Season - Float Week/Float Unit, 6005/2029, 06/31/2021, $5,089.92, $3,542.82, $2.46; JUSTINO NAVARRO & NANCY I NAVARRO 517 Lowdeer Rd Durham NC, 27712, 1, 2000, 126A, 32, WHOLE, All Season-Float Week/ Float Unit, 6027/115, 10/20/2021, $10,843.96, $5,763.36, $5.73; ADAM D ROBINSON 224 SEABE LN FUQUAY VARINA NC, 27526, & ERICA M ROBINSON 28 Summerwood Way Summerfield NC, 28323, 1/2, 1000, 51A, 49, ODD, Value Season-Float Week/Float Unit, 6378/746, 04/04/2021, $4,069.44, $3,611.56, $2.57; STEVEN M OVIATT & ANNE P OVIATT 421 Rainmaker Dr Greenville NC, 27858, 1, 1000 & 1000, 44B & 54A, 6 & 46, ODD & ODD, All Season-Float Week/Float Unit, 6285/3170, 06/29/2021, $12,012.48, $9,888.40, $6.20; KEVIN DESTIN ER & NELLIE B DESTINER 2586 Pride Ct Kannapolis NC, 28027, 2, 2000 & 2000, 113A & 172A, 13 & 18, WHOLE & WHOLE, Select Season-Float Week/Float Unit, 6260/1285, 03/20/2021, $12,044.23, $7,847.87, $7.50; HEWITT E AKAL JR & MICHALA T SMITH 7612 Asheton Park Ct Louisville KY, 40228, 1/2, 1000, 63A, 3, EVEN, Value Season-Float Week/ Float Unit, 6276/193, 09/04/2021, $6,134.12, $4,500.76, $3.04; KATHERINE C MITCHELL 657 Wilderness Rd Lexington KY, 40503, 1, 2000 & 2000, 24A & 42B, 49 & 50, EVEN & EVEN, Value Season-Float Week/Float Unit, 6278/1679, 09/11/2021, $5,641.28, $5,859.97, $4.31; TRAVIS M SPROW 2197 Somer Rd Chambersburg PA, 17202, & JASMINE N BARNETT 13107 CHERRY BEND TER GERMANTOWN MD, 20874, 1, 1000 & 1000, 23B & 33A, 33 & 45, ODD & ODD, All Season-Float Week/ Float Unit, 6285/565, 09/07/2021, $13,222.60, $10,772.18, $8.98; — [991, 95, 1089, 862]
notice-body-text: Pursuant to S.C. Code Ann. § 27-32-300, et. seq., NOTICE IS HEREBY GIVEN of the intent of the undersigned Trustee to sell the below described Property at Public Auction on 10/16/2025, beginning at 9:00 A.M. The Public Auction shall occur at the Office of King Cunningham, LLC, 1000 2nd Ave. South, Suite 325, North Myrtle Beach, SC 29582. Property Descriptions: An Interest (SEE EXHIBIT "A") in Suite # (SEE EXHIBIT "A"), Time Period (SEE EXHIBIT "A") every ODD, EVEN, or WHOLE Year (SEE EXHIBIT "A") in Anderson Ocean Club Horizontal Property Regime as tenants in common with the holders of other Ownership Interests in the Property as provided in the Declaration of Covenants, Conditions and Restrictions and Vacation Ownership Instrument for AOC Vacation Suites recorded at Deed Book 3117, Page 2039, et seq., of the records of the R.O.D. Office for Horry County, South Carolina, together with an appurtenant undivided interest in the AOC Vacation Suites — [468, 543, 567, 730]
